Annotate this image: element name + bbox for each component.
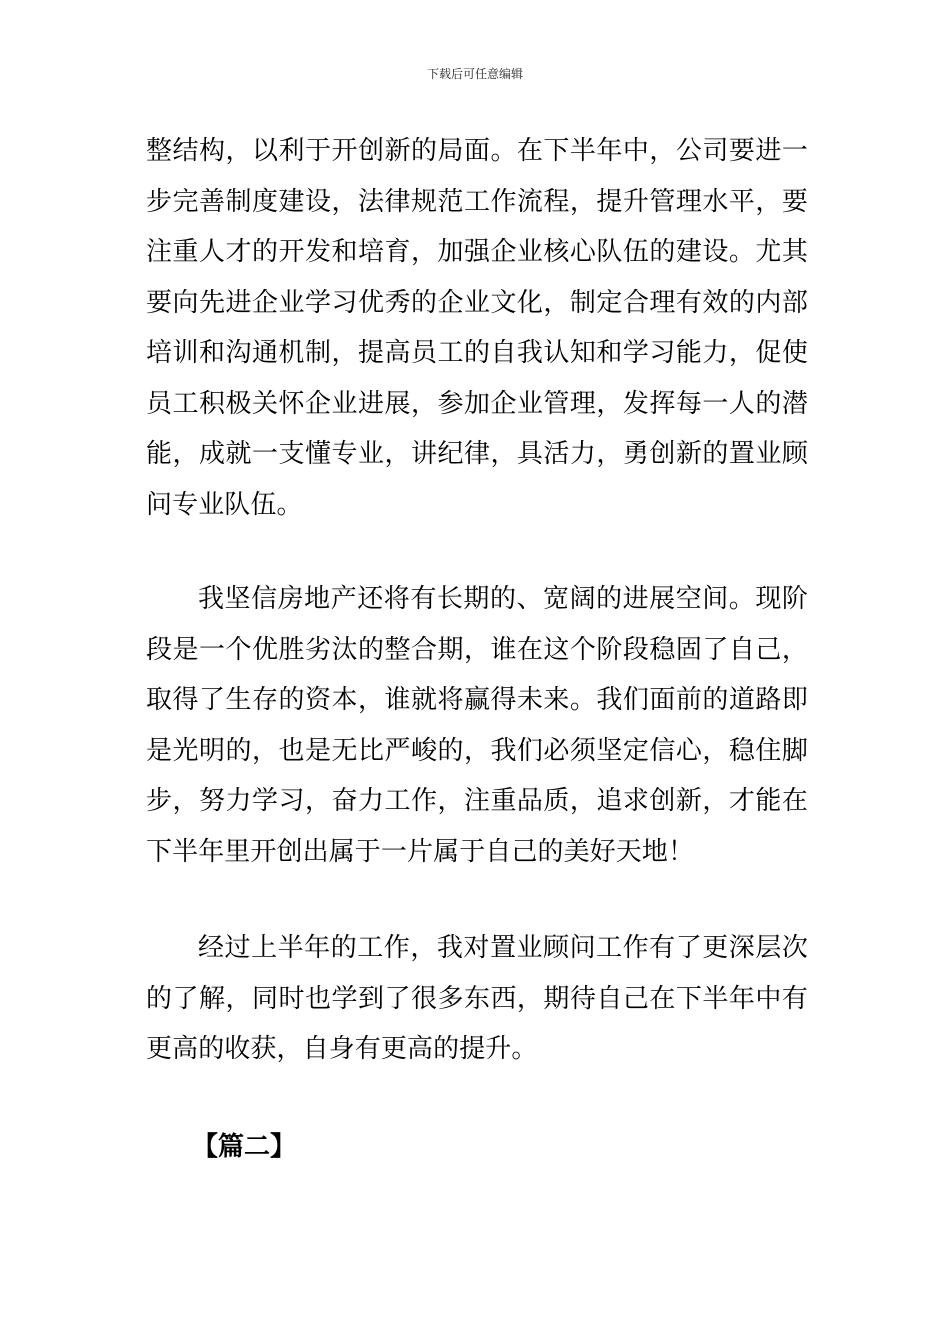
paragraph-summary: 经过上半年的工作，我对置业顾问工作有了更深层次的了解，同时也学到了很多东西，期待自己在下半年中有更高的收获，自身有更高的提升。	[146, 933, 808, 1064]
page-header: 下载后可任意编辑	[426, 67, 523, 81]
paragraph-continuation: 整结构，以利于开创新的局面。在下半年中，公司要进一步完善制度建设，法律规范工作流程，提升管理水平，要注重人才的开发和培育，加强企业核心队伍的建设。尤其要向先进企业学习优秀的企业文化，制定合理有效的内部培训和沟通机制，提高员工的自我认知和学习能力，促使员工积极关怀企业进展，参加企业管理，发挥每一人的潜能，成就一支懂专业，讲纪律，具活力，勇创新的置业顾问专业队伍。	[146, 136, 808, 520]
paragraph-outlook: 我坚信房地产还将有长期的、宽阔的进展空间。现阶段是一个优胜劣汰的整合期，谁在这个阶段稳固了自己，取得了生存的资本，谁就将赢得未来。我们面前的道路即是光明的，也是无比严峻的，我们必须坚定信心，稳住脚步，努力学习，奋力工作，注重品质，追求创新，才能在下半年里开创出属于一片属于自己的美好天地！	[146, 584, 808, 867]
section-heading: 【篇二】	[192, 1132, 297, 1162]
